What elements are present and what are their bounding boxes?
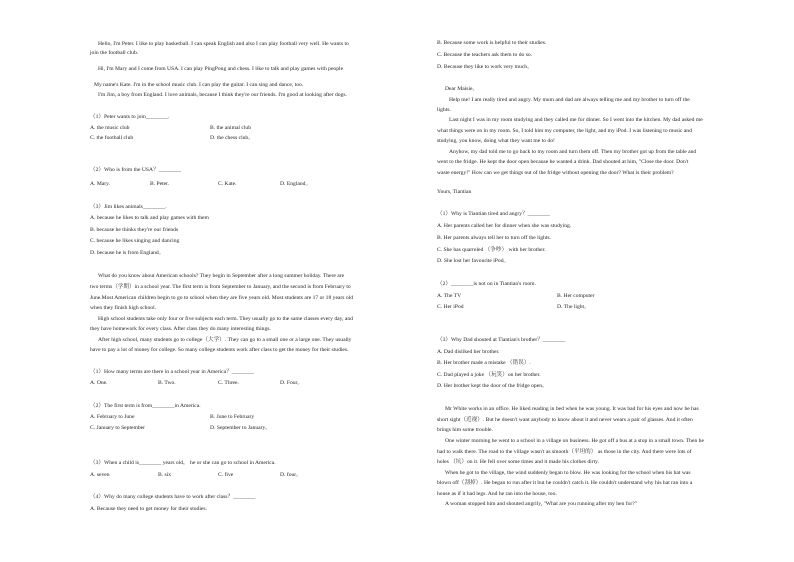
option-a: A. Dad disliked her brother. — [437, 349, 500, 355]
letter-line: Help me! I am really tired and angry. My mum and dad are always telling me and my brother to turn off the — [449, 97, 690, 103]
passage-1-line: Hello, I'm Peter. I like to play basketball. I can speak English and also I can play football very well. He wants to — [98, 41, 349, 47]
option-b: B. because he thinks they're our friends — [90, 227, 179, 233]
question-stem: （2）Who is from the USA？________ — [90, 167, 182, 173]
question-stem: （2）The first term is from________in America. — [90, 403, 201, 409]
passage-3-line: One winter morning he went to a school in a village on business. He got off a bus at a stop in a small town. Then he — [445, 438, 704, 444]
question-stem: （2）________is not on in Tiantian's room. — [437, 281, 536, 287]
passage-2-line: two terms（学期）in a school year. The first term is from September to January, and the second is from February to — [90, 284, 351, 290]
passage-2-line: when they finish high school. — [90, 305, 157, 311]
passage-2-line: High school students take only four or five subjects each term. They usually go to the same classes every day, and — [98, 316, 353, 322]
option-a: A. the music club — [90, 125, 130, 131]
option-b: B. Her parents always tell her to turn off the lights. — [437, 235, 551, 241]
passage-2-line: have to pay a lot of money for college. So many college students work after class to get the money for their studies. — [90, 347, 349, 353]
passage-3-line: brings him some trouble. — [437, 427, 493, 433]
letter-signature: Yours, Tiantian — [437, 189, 472, 195]
question-stem: （1）Why is Tiantian tired and angry？________ — [437, 211, 550, 217]
option-d: D. September to January。 — [210, 425, 271, 431]
passage-2-line: June.Most American children begin to go to school when they are five years old. Most students are 17 or 18 years old — [90, 295, 354, 301]
passage-3-line: house as if it had legs. And he ran into the house, too. — [437, 491, 557, 497]
passage-1-line: I'm Jim, a boy from England. I love animals, because I think they're our friends. I'm good at looking after dogs. — [98, 92, 347, 98]
option-b: B. June to February — [210, 414, 255, 420]
passage-3-line: holes （坑）on it. He fell over some times and it made his clothes dirty. — [437, 459, 599, 465]
option-d: D. Because they like to work very much。 — [437, 64, 533, 70]
option-b: B. six — [158, 472, 172, 478]
option-a: A. One. — [90, 380, 108, 386]
option-a: A. Because they need to get money for their studies. — [90, 506, 207, 512]
option-d: D. The light。 — [557, 304, 590, 310]
letter-line: Last night I was in my room studying and they called me for dinner. So I went into the kitchen. My dad asked me — [449, 117, 703, 123]
option-b: B. Because some work is helpful to their studies. — [437, 40, 547, 46]
option-d: D. because he is from England。 — [90, 250, 165, 256]
letter-line: what things were on in my room. So, I told him my computer, the light, and my iPod. I was listening to music and — [437, 128, 692, 134]
question-stem: （3）Why Dad shouted at Tiantian's brother？________ — [437, 337, 566, 343]
option-b: B. the animal club — [210, 125, 252, 131]
option-c: C. Kate. — [218, 181, 237, 187]
letter-line: went to the fridge. He kept the door open because he wanted a drink. Dad shouted at him, "Close the door. Don't — [437, 159, 689, 165]
letter-line: lights. — [437, 107, 451, 113]
option-c: C. because he likes singing and dancing — [90, 238, 180, 244]
passage-1-line: My name's Kate. I'm in the school music club. I can play the guitar. I can sing and dance, too. — [94, 82, 304, 88]
passage-3-line: had to walk there. The road to the village wasn't as smooth（平坦的） as those in the city. And there were lots of — [437, 449, 692, 455]
option-d: D. the chess club。 — [210, 135, 254, 141]
question-stem: （4）Why do many college students have to work after class？________ — [90, 494, 256, 500]
passage-2-line: What do you know about American schools? They begin in September after a long summer holiday. There are — [98, 273, 345, 279]
passage-3-line: A woman stopped him and shouted angrily, "What are you running after my hen for?" — [445, 501, 638, 507]
question-stem: （1）How many terms are there in a school year in America？________ — [90, 369, 255, 375]
option-a: A. seven — [90, 472, 110, 478]
passage-2-line: After high school, many students go to college（大学）. They can go to a small one or a large one. They usually — [98, 337, 352, 343]
option-a: A. because he likes to talk and play games with them — [90, 215, 209, 221]
passage-3-line: blown off（刮掉）. He began to run after it but he couldn't catch it. He couldn't understand why his hat ran into a — [437, 480, 693, 486]
option-c: C. five — [218, 472, 234, 478]
option-a: A. The TV — [437, 293, 462, 299]
option-a: A. Mary. — [90, 181, 110, 187]
question-stem: （3）Jim likes animals________. — [90, 204, 167, 210]
letter-line: studying, you know, doing what they want me to do! — [437, 138, 555, 144]
option-c: C. the football club — [90, 135, 134, 141]
letter-line: waste energy!" How can we get things out of the fridge without opening the door? What is their problem? — [437, 170, 674, 176]
passage-1-line: Hi, I'm Mary and I come from USA. I can play PingPong and chess. I like to talk and play games with people — [98, 66, 344, 72]
option-c: C. Because the teachers ask them to do so. — [437, 52, 533, 58]
option-d: D. Four。 — [280, 380, 303, 386]
passage-3-line: short sight（近视）. But he doesn't want anybody to know about it and never wears a pair of glasses. And it often — [437, 417, 693, 423]
option-d: D. four。 — [280, 472, 302, 478]
option-b: B. Two. — [158, 380, 176, 386]
option-a: A. Her parents called her for dinner when she was studying. — [437, 223, 572, 229]
option-b: B. Peter. — [150, 181, 170, 187]
question-stem: （1）Peter wants to join________. — [90, 114, 170, 120]
option-c: C. January to September — [90, 425, 145, 431]
letter-line: Anyhow, my dad told me to go back to my room and turn them off. Then my brother got up from the table and — [449, 149, 697, 155]
option-c: C. Her iPod — [437, 304, 464, 310]
passage-3-line: Mr White works in an office. He liked reading in bed when he was young. It was bad for his eyes and now he has — [445, 406, 699, 412]
passage-3-line: When he got to the village, the wind suddenly began to blow. He was looking for the school when his hat was — [445, 470, 691, 476]
option-d: D. She lost her favourite iPod。 — [437, 258, 510, 264]
option-c: C. Dad played a joke （玩笑）on her brother. — [437, 372, 541, 378]
passage-2-line: they have homework for every class. After class they do many interesting things. — [90, 326, 271, 332]
option-b: B. Her computer — [557, 293, 595, 299]
option-d: D. Her brother kept the door of the fridge open。 — [437, 383, 548, 389]
question-stem: （3）When a child is________ years old， he or she can go to school in America. — [90, 460, 276, 466]
passage-1-line: join the football club. — [90, 50, 139, 56]
option-c: C. Three. — [218, 380, 239, 386]
letter-greeting: Dear Maisie, — [445, 86, 474, 92]
option-d: D. England。 — [280, 181, 312, 187]
option-a: A. February to June — [90, 414, 135, 420]
option-b: B. Her brother made a mistake （错误）. — [437, 360, 531, 366]
option-c: C. She has quarreled （争吵） with her brother. — [437, 247, 546, 253]
